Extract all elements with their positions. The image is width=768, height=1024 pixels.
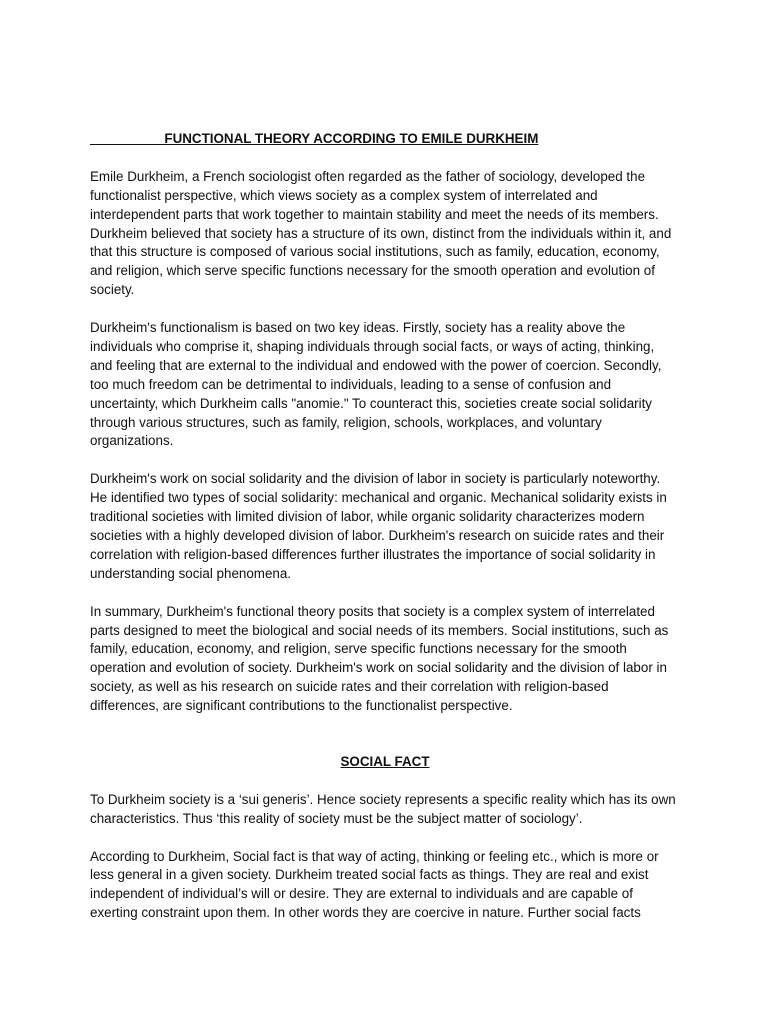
paragraph-intro: Emile Durkheim, a French sociologist often regarded as the father of sociology, developed the functionalist perspective, which views society as a complex system of interrelated and interdependent parts that work together to maintain stability and meet the needs of its members. Durkheim believed that society has a structure of its own, distinct from the individuals within it, and that this structure is composed of various social institutions, such as family, education, economy, and religion, which serve specific functions necessary for the smooth operation and evolution of society.	[90, 168, 672, 298]
paragraph-summary: In summary, Durkheim's functional theory posits that society is a complex system of interrelated parts designed to meet the biological and social needs of its members. Social institutions, such as family, education, economy, and religion, serve specific functions necessary for the smooth operation and evolution of society. Durkheim's work on social solidarity and the division of labor in society, as well as his research on suicide rates and their correlation with religion-based differences, are significant contributions to the functionalist perspective.	[90, 603, 669, 714]
heading-functional-theory: FUNCTIONAL THEORY ACCORDING TO EMILE DURKHEIM	[90, 131, 539, 146]
document-page	[90, 130, 680, 923]
paragraph-key-ideas: Durkheim's functionalism is based on two key ideas. Firstly, society has a reality above the individuals who comprise it, shaping individuals through social facts, or ways of acting, thinking, and feeling that are external to the individual and endowed with the power of coercion. Secondly, too much freedom can be detrimental to individuals, leading to a sense of confusion and uncertainty, which Durkheim calls "anomie." To counteract this, societies create social solidarity through various structures, such as family, religion, schools, workplaces, and voluntary organizations.	[90, 320, 662, 449]
paragraph-social-fact-definition: According to Durkheim, Social fact is that way of acting, thinking or feeling etc., which is more or less general in a given society. Durkheim treated social facts as things. They are real and exist independent of individual’s will or desire. They are external to individuals and are capable of exerting constraint upon them. In other words they are coercive in nature. Further social facts	[90, 848, 659, 921]
paragraph-sui-generis: To Durkheim society is a ‘sui generis’. Hence society represents a specific reality which has its own characteristics. Thus ‘this reality of society must be the subject matter of sociology’.	[90, 791, 676, 826]
heading-social-fact: SOCIAL FACT	[340, 754, 430, 770]
paragraph-social-solidarity: Durkheim's work on social solidarity and the division of labor in society is particularly noteworthy. He identified two types of social solidarity: mechanical and organic. Mechanical solidarity exists in traditional societies with limited division of labor, while organic solidarity characterizes modern societies with a highly developed division of labor. Durkheim's research on suicide rates and their correlation with religion-based differences further illustrates the importance of social solidarity in understanding social phenomena.	[90, 471, 667, 581]
